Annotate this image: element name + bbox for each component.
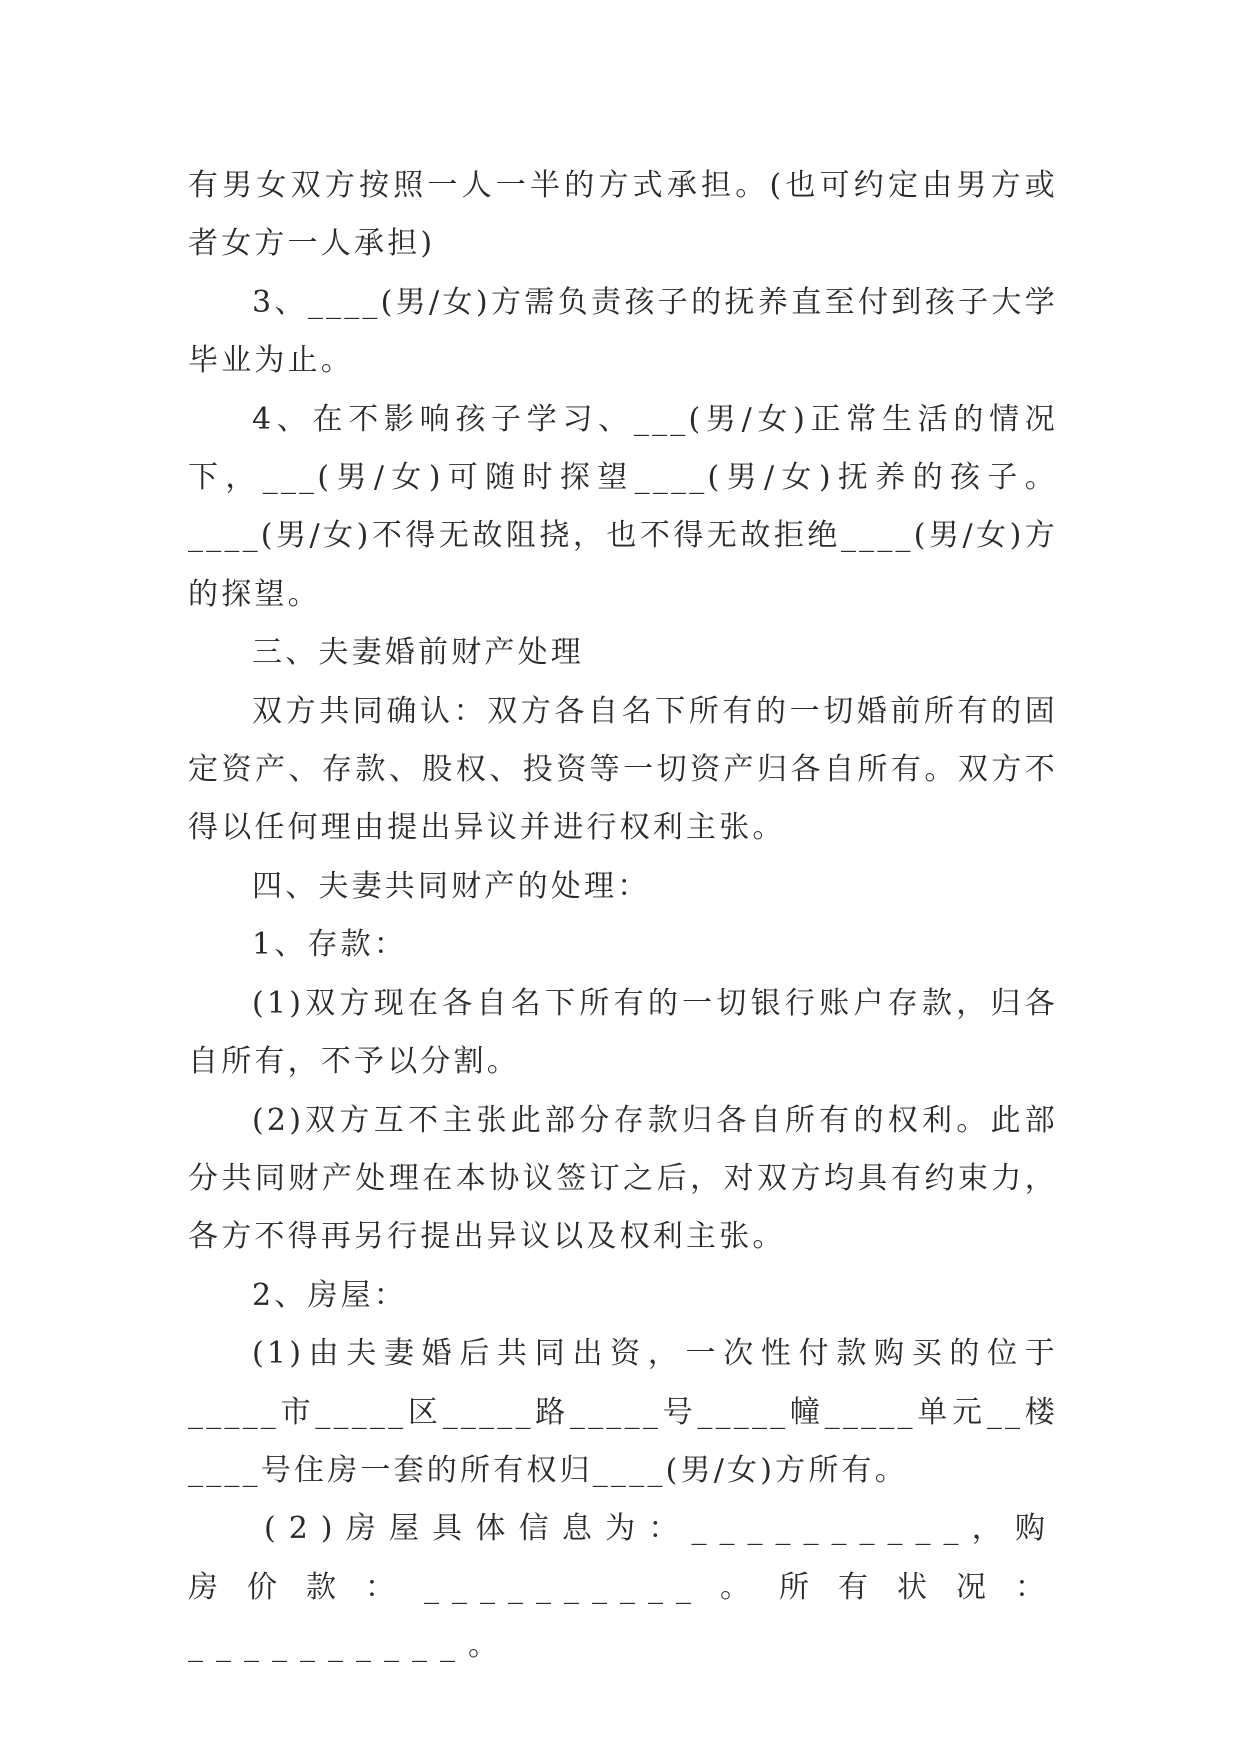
subheading-house: 2、房屋： (252, 1277, 408, 1313)
subheading-deposits: 1、存款： (252, 927, 408, 963)
paragraph-house-1: (1)由夫妻婚后共同出资，一次性付款购买的位于_____市_____区_____路_____号_____幢_____单元__楼____号住房一套的所有权归____(男/女)方所有。 (188, 1336, 1058, 1488)
paragraph-premarital-confirmation: 双方共同确认：双方各自名下所有的一切婚前所有的固定资产、存款、股权、投资等一切资产归各自所有。双方不得以任何理由提出异议并进行权利主张。 (188, 693, 1058, 846)
paragraph-deposits-1: (1)双方现在各自名下所有的一切银行账户存款，归各自所有，不予以分割。 (188, 985, 1058, 1080)
paragraph-expense-sharing: 有男女双方按照一人一半的方式承担。(也可约定由男方或者女方一人承担) (188, 168, 1058, 262)
paragraph-clause-4: 4、在不影响孩子学习、___(男/女)正常生活的情况下，___(男/女)可随时探望____(男/女)抚养的孩子。____(男/女)不得无故阻挠，也不得无故拒绝____(男/女)方的探望。 (188, 401, 1058, 612)
paragraph-house-2: (2)房屋具体信息为：__________，购房价款：__________。所有状况：__________。 (188, 1511, 1058, 1664)
paragraph-deposits-2: (2)双方互不主张此部分存款归各自所有的权利。此部分共同财产处理在本协议签订之后，对双方均具有约束力，各方不得再另行提出异议以及权利主张。 (188, 1102, 1058, 1255)
paragraph-clause-3: 3、____(男/女)方需负责孩子的抚养直至付到孩子大学毕业为止。 (188, 284, 1058, 379)
document-body (188, 157, 1058, 1676)
section-heading-joint-property: 四、夫妻共同财产的处理： (252, 868, 651, 904)
section-heading-premarital-property: 三、夫妻婚前财产处理 (252, 635, 584, 671)
